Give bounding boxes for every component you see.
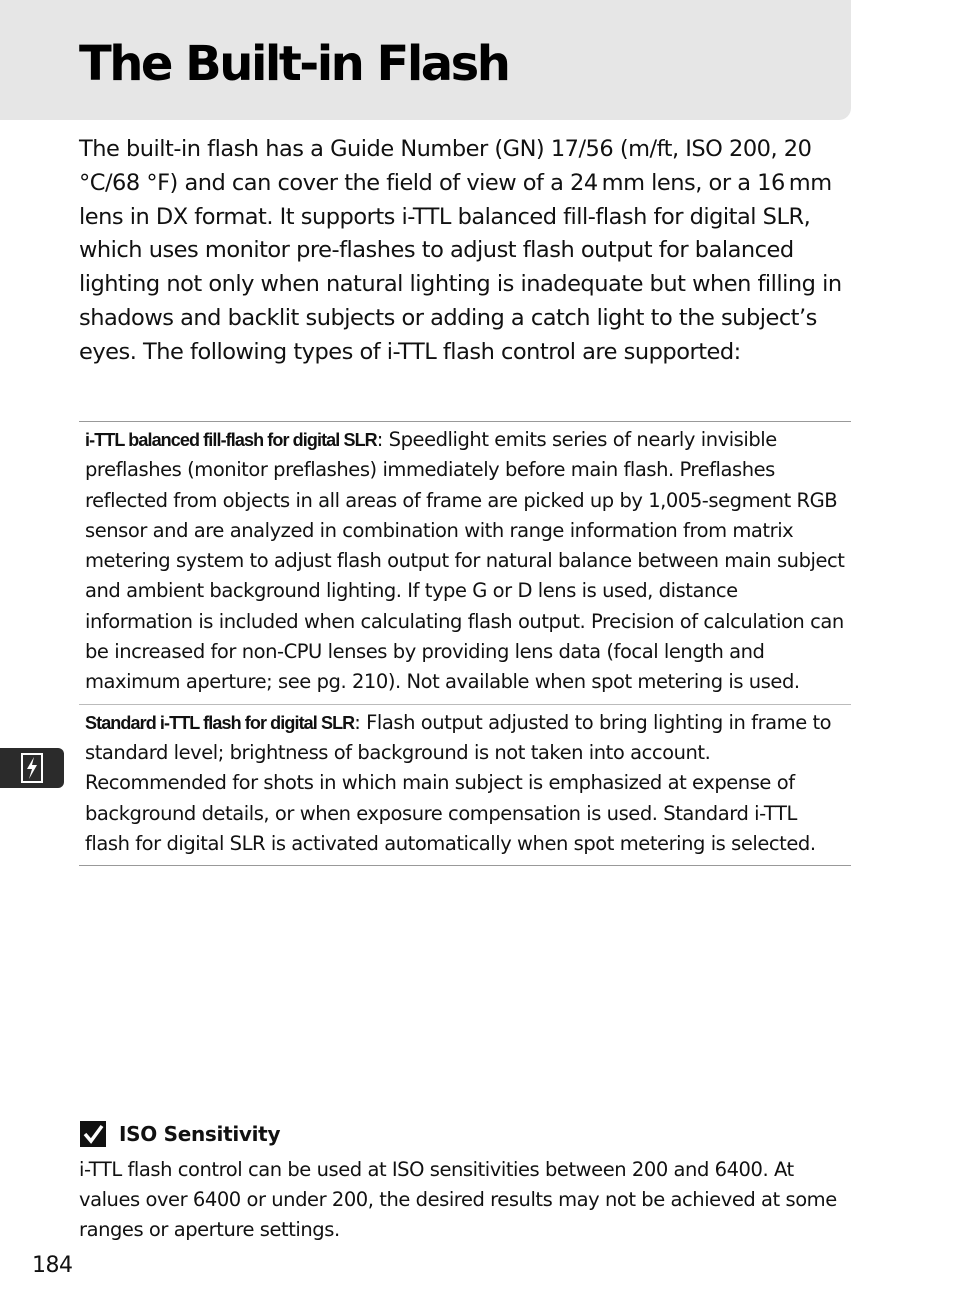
chapter-tab xyxy=(0,748,64,788)
flash-mode-balanced-fill xyxy=(79,421,851,704)
flash-mode-description: : Flash output adjusted to bring lighting in frame to standard level; brightness of background is not taken into account. Recommended for shots in which main subject is emphasized at expense of background details, or when exposure compensation is used. Standard i-TTL flash for digital SLR is activated automatically when spot metering is selected. xyxy=(85,710,832,855)
flash-mode-description: : Speedlight emits series of nearly invisible preflashes (monitor preflashes) immediately before main flash. Preflashes reflected from objects in all areas of frame are picked up by 1,005-segment RGB sensor and are analyzed in combination with range information from matrix metering system to adjust flash output for natural balance between main subject and ambient background lighting. If type G or D lens is used, distance information is included when calculating flash output. Precision of calculation can be increased for non-CPU lenses by providing lens data (focal length and maximum aperture; see pg. 210). Not available when spot metering is used. xyxy=(85,428,845,694)
flash-icon xyxy=(21,753,43,783)
intro-paragraph: The built-in flash has a Guide Number (GN) 17/56 (m/ft, ISO 200, 20 °C/68 °F) and can cover the field of view of a 24 mm lens, or a 16 mm lens in DX format. It supports i-TTL balanced fill-flash for digital SLR, which uses monitor pre-flashes to adjust flash output for balanced lighting not only when natural lighting is inadequate but when filling in shadows and backlit subjects or adding a catch light to the subject’s eyes. The following types of i-TTL flash control are supported: xyxy=(79,136,842,365)
note-text: i-TTL flash control can be used at ISO sensitivities between 200 and 6400. At values over 6400 or under 200, the desired results may not be achieved at some ranges or aperture settings. xyxy=(79,1158,837,1241)
flash-mode-term: Standard i-TTL flash for digital SLR xyxy=(85,712,355,733)
flash-mode-term: i-TTL balanced fill-flash for digital SLR xyxy=(85,430,377,450)
page-title: The Built-in Flash xyxy=(79,36,509,92)
flash-mode-table xyxy=(79,421,851,866)
note-title: ISO Sensitivity xyxy=(119,1122,281,1146)
note-heading xyxy=(80,1121,280,1147)
flash-mode-standard xyxy=(79,704,851,866)
page-number: 184 xyxy=(32,1253,73,1278)
checkmark-icon xyxy=(80,1121,106,1147)
